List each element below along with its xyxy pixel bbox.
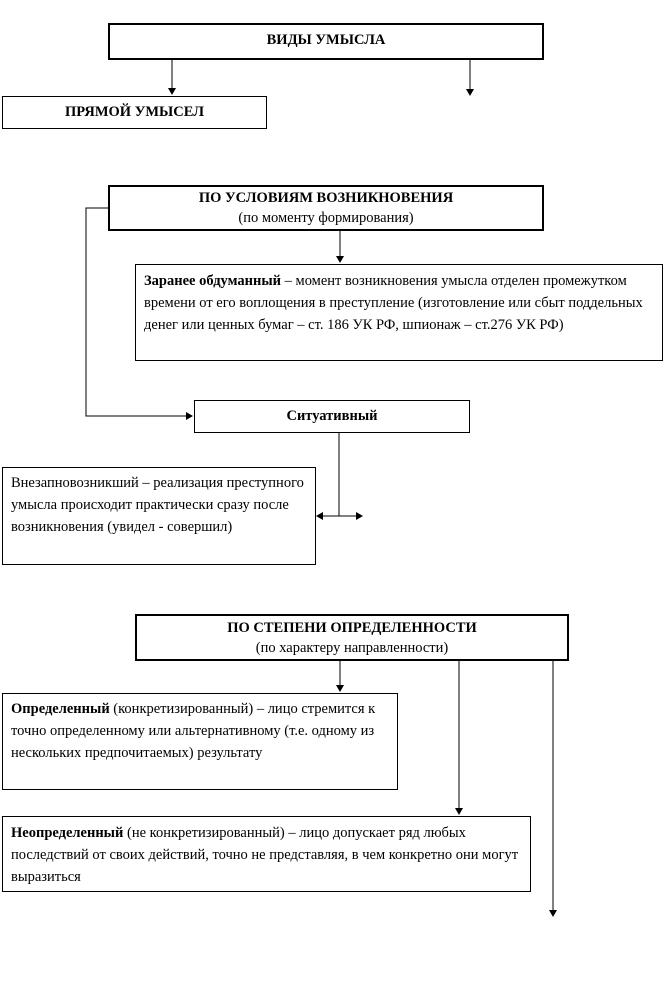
situational-title: Ситуативный	[286, 408, 378, 424]
premeditated-text: – момент возникновения умысла отделен промежутком времени от его воплощения в преступление (изготовление или сбыт поддельных денег или ценных бумаг – ст. 186 УК РФ, шпионаж – ст.276 УК РФ)	[144, 273, 643, 333]
situational-box	[194, 400, 470, 433]
indefinite-text: (не конкретизированный) – лицо допускает ряд любых последствий от своих действий, точно не представляя, в чем конкретно они могут выразиться	[11, 825, 519, 885]
certainty-title: ПО СТЕПЕНИ ОПРЕДЕЛЕННОСТИ	[227, 620, 477, 636]
definite-text: (конкретизированный) – лицо стремится к точно определенному или альтернативному (т.е. одному из нескольких предпочитаемых) результату	[11, 701, 376, 761]
origin-title: ПО УСЛОВИЯМ ВОЗНИКНОВЕНИЯ	[198, 190, 454, 206]
premeditated-box	[135, 264, 663, 361]
definite-term: Определенный	[11, 701, 110, 717]
certainty-box	[135, 614, 569, 661]
origin-subtitle: (по моменту формирования)	[238, 210, 414, 226]
root-title: ВИДЫ УМЫСЛА	[266, 32, 386, 48]
origin-box	[108, 185, 544, 231]
indefinite-term: Неопределенный	[11, 825, 124, 841]
direct-title: ПРЯМОЙ УМЫСЕЛ	[64, 104, 205, 120]
sudden-text: Внезапновозникший – реализация преступного умысла происходит практически сразу после возникновения (увидел - совершил)	[11, 475, 304, 535]
root-box	[108, 23, 544, 60]
direct-box	[2, 96, 267, 129]
definite-box	[2, 693, 398, 790]
premeditated-term: Заранее обдуманный	[144, 273, 282, 289]
sudden-box	[2, 467, 316, 565]
indefinite-box	[2, 816, 531, 892]
certainty-subtitle: (по характеру направленности)	[255, 640, 449, 656]
